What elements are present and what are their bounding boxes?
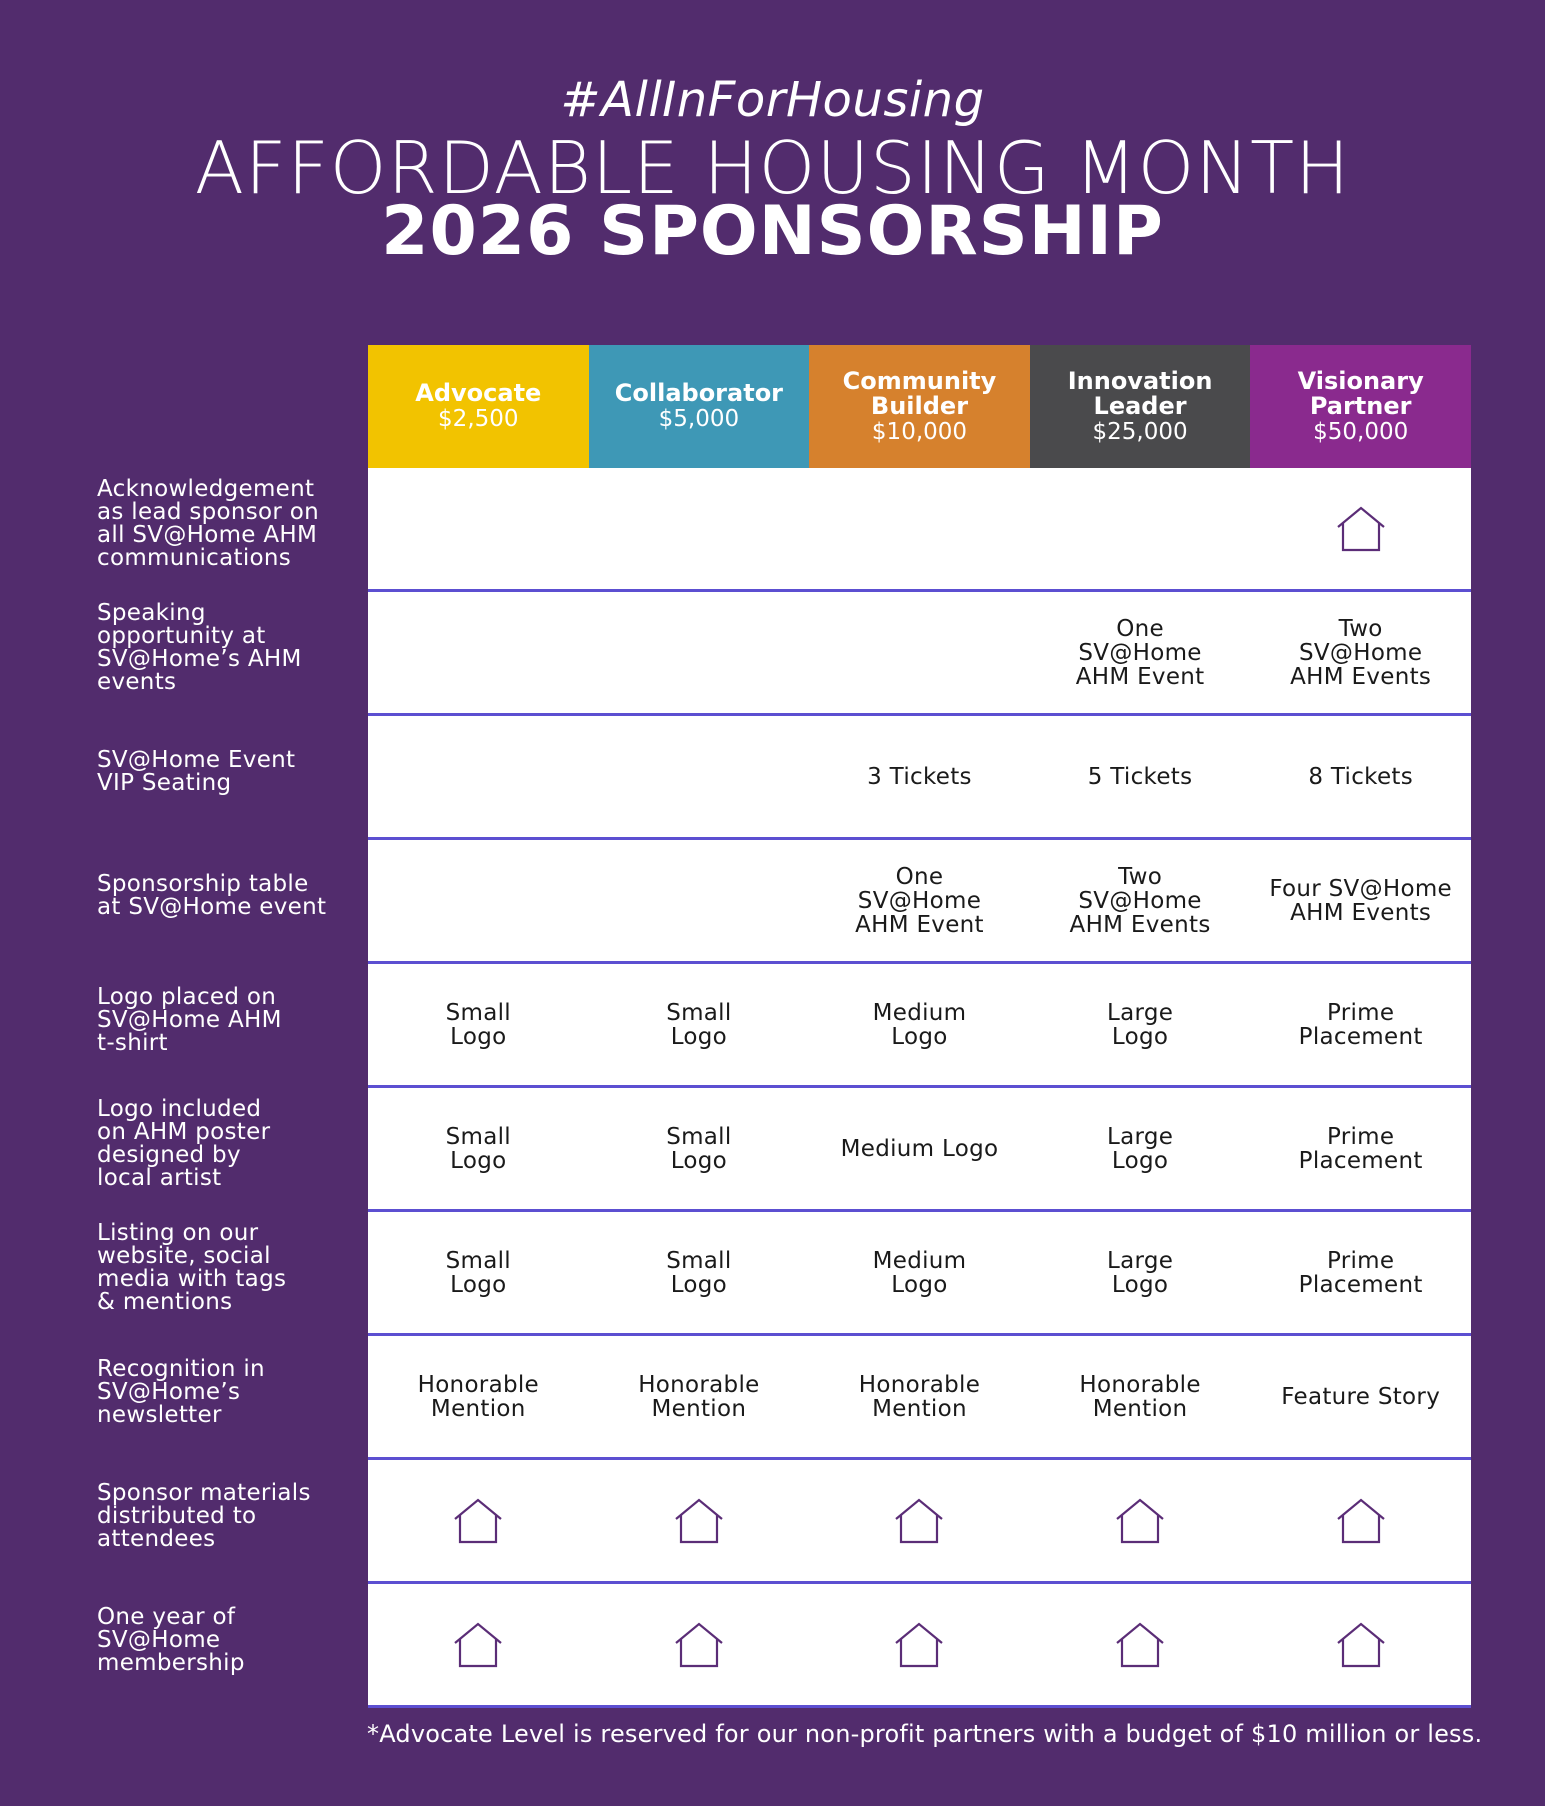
table-cell: 5 Tickets — [1087, 763, 1193, 790]
table-cell: Medium Logo — [872, 999, 967, 1050]
tier-0 — [368, 345, 589, 468]
table-cell — [589, 1584, 810, 1705]
tier-name: Community Builder — [842, 366, 997, 420]
table-cell — [809, 468, 1030, 589]
benefit-rows — [368, 468, 1471, 1708]
table-cell: Large Logo — [1106, 1123, 1174, 1174]
table-cell: One SV@Home AHM Event — [855, 863, 984, 938]
table-cell — [1030, 468, 1251, 589]
table-cell: One SV@Home AHM Event — [1075, 615, 1205, 690]
table-cell — [368, 1584, 589, 1705]
tier-price: $50,000 — [1313, 418, 1409, 445]
table-cell — [368, 716, 589, 837]
table-row — [368, 1460, 1471, 1584]
table-cell — [589, 468, 810, 589]
table-row — [368, 840, 1471, 964]
house-icon — [1115, 1497, 1165, 1545]
house-icon — [453, 1497, 503, 1545]
table-cell — [589, 1460, 810, 1581]
house-icon — [1115, 1621, 1165, 1669]
table-row — [368, 1584, 1471, 1708]
tier-name: Collaborator — [614, 379, 784, 407]
tier-price: $5,000 — [658, 406, 740, 432]
page-subtitle: 2026 SPONSORSHIP — [381, 192, 1164, 271]
house-icon — [1336, 1621, 1386, 1669]
footnote: *Advocate Level is reserved for our non-profit partners with a budget of $10 million or less. — [367, 1720, 1483, 1748]
table-cell: Two SV@Home AHM Events — [1290, 615, 1432, 690]
tier-name: Innovation Leader — [1067, 366, 1213, 420]
tier-2 — [809, 345, 1030, 468]
table-cell: 8 Tickets — [1308, 763, 1414, 790]
table-cell — [368, 592, 589, 713]
house-icon — [453, 1621, 503, 1669]
tier-name: Advocate — [415, 379, 542, 407]
tier-price: $25,000 — [1092, 418, 1188, 445]
table-row — [368, 592, 1471, 716]
table-row — [368, 1336, 1471, 1460]
table-row — [368, 1212, 1471, 1336]
benefit-label: Sponsorship table at SV@Home event — [97, 871, 327, 920]
table-cell: Small Logo — [666, 1247, 732, 1298]
tier-header-row — [368, 345, 1471, 468]
table-cell — [368, 840, 589, 961]
sponsorship-table — [368, 345, 1471, 1708]
table-cell: Four SV@Home AHM Events — [1269, 875, 1453, 926]
table-cell: Feature Story — [1281, 1383, 1441, 1410]
table-cell: Honorable Mention — [417, 1371, 539, 1422]
table-cell: Honorable Mention — [858, 1371, 981, 1422]
page-title: AFFORDABLE HOUSING MONTH — [194, 126, 1351, 210]
table-cell: Honorable Mention — [638, 1371, 760, 1422]
table-cell — [1250, 468, 1471, 589]
table-cell: Small Logo — [445, 1123, 511, 1174]
benefit-label: Recognition in SV@Home’s newsletter — [97, 1355, 265, 1428]
tier-4 — [1250, 345, 1471, 468]
benefit-label: Sponsor materials distributed to attendees — [97, 1479, 311, 1552]
table-cell — [368, 1460, 589, 1581]
benefit-label: Logo placed on SV@Home AHM t-shirt — [97, 983, 282, 1056]
tier-3 — [1030, 345, 1251, 468]
table-cell: Small Logo — [666, 999, 732, 1050]
house-icon — [894, 1621, 944, 1669]
table-cell: Prime Placement — [1298, 1123, 1423, 1174]
hashtag: #AllInForHousing — [560, 72, 985, 128]
table-row — [368, 964, 1471, 1088]
house-icon — [674, 1621, 724, 1669]
table-cell: Small Logo — [445, 999, 511, 1050]
table-cell: Small Logo — [666, 1123, 732, 1174]
benefit-label: Speaking opportunity at SV@Home’s AHM events — [97, 600, 302, 695]
tier-name: Visionary Partner — [1297, 366, 1424, 420]
table-cell: Two SV@Home AHM Events — [1069, 863, 1211, 938]
benefit-label: One year of SV@Home membership — [97, 1603, 245, 1676]
table-row — [368, 716, 1471, 840]
table-cell: Large Logo — [1106, 999, 1174, 1050]
table-cell — [809, 1584, 1030, 1705]
table-cell: 3 Tickets — [867, 763, 972, 790]
house-icon — [894, 1497, 944, 1545]
table-cell — [1250, 1584, 1471, 1705]
table-cell — [1030, 1584, 1251, 1705]
tier-1 — [589, 345, 810, 468]
table-cell — [1030, 1460, 1251, 1581]
table-cell: Medium Logo — [872, 1247, 967, 1298]
table-cell: Honorable Mention — [1079, 1371, 1201, 1422]
table-cell — [809, 1460, 1030, 1581]
tier-price: $10,000 — [871, 418, 968, 445]
table-cell — [809, 592, 1030, 713]
table-cell — [589, 592, 810, 713]
table-cell: Small Logo — [445, 1247, 511, 1298]
table-cell: Medium Logo — [840, 1135, 999, 1162]
benefit-label: SV@Home Event VIP Seating — [97, 747, 296, 796]
house-icon — [674, 1497, 724, 1545]
table-cell — [589, 716, 810, 837]
table-row — [368, 1088, 1471, 1212]
benefit-label: Listing on our website, social media with tags & mentions — [97, 1220, 287, 1315]
table-cell — [1250, 1460, 1471, 1581]
table-row — [368, 468, 1471, 592]
table-cell: Prime Placement — [1298, 1247, 1423, 1298]
table-cell — [589, 840, 810, 961]
house-icon — [1336, 505, 1386, 553]
benefit-label: Logo included on AHM poster designed by local artist — [97, 1096, 271, 1191]
tier-price: $2,500 — [438, 406, 519, 432]
house-icon — [1336, 1497, 1386, 1545]
table-cell: Large Logo — [1106, 1247, 1174, 1298]
table-cell — [368, 468, 589, 589]
table-cell: Prime Placement — [1298, 999, 1423, 1050]
benefit-label: Acknowledgement as lead sponsor on all SV@Home AHM communications — [97, 476, 320, 571]
